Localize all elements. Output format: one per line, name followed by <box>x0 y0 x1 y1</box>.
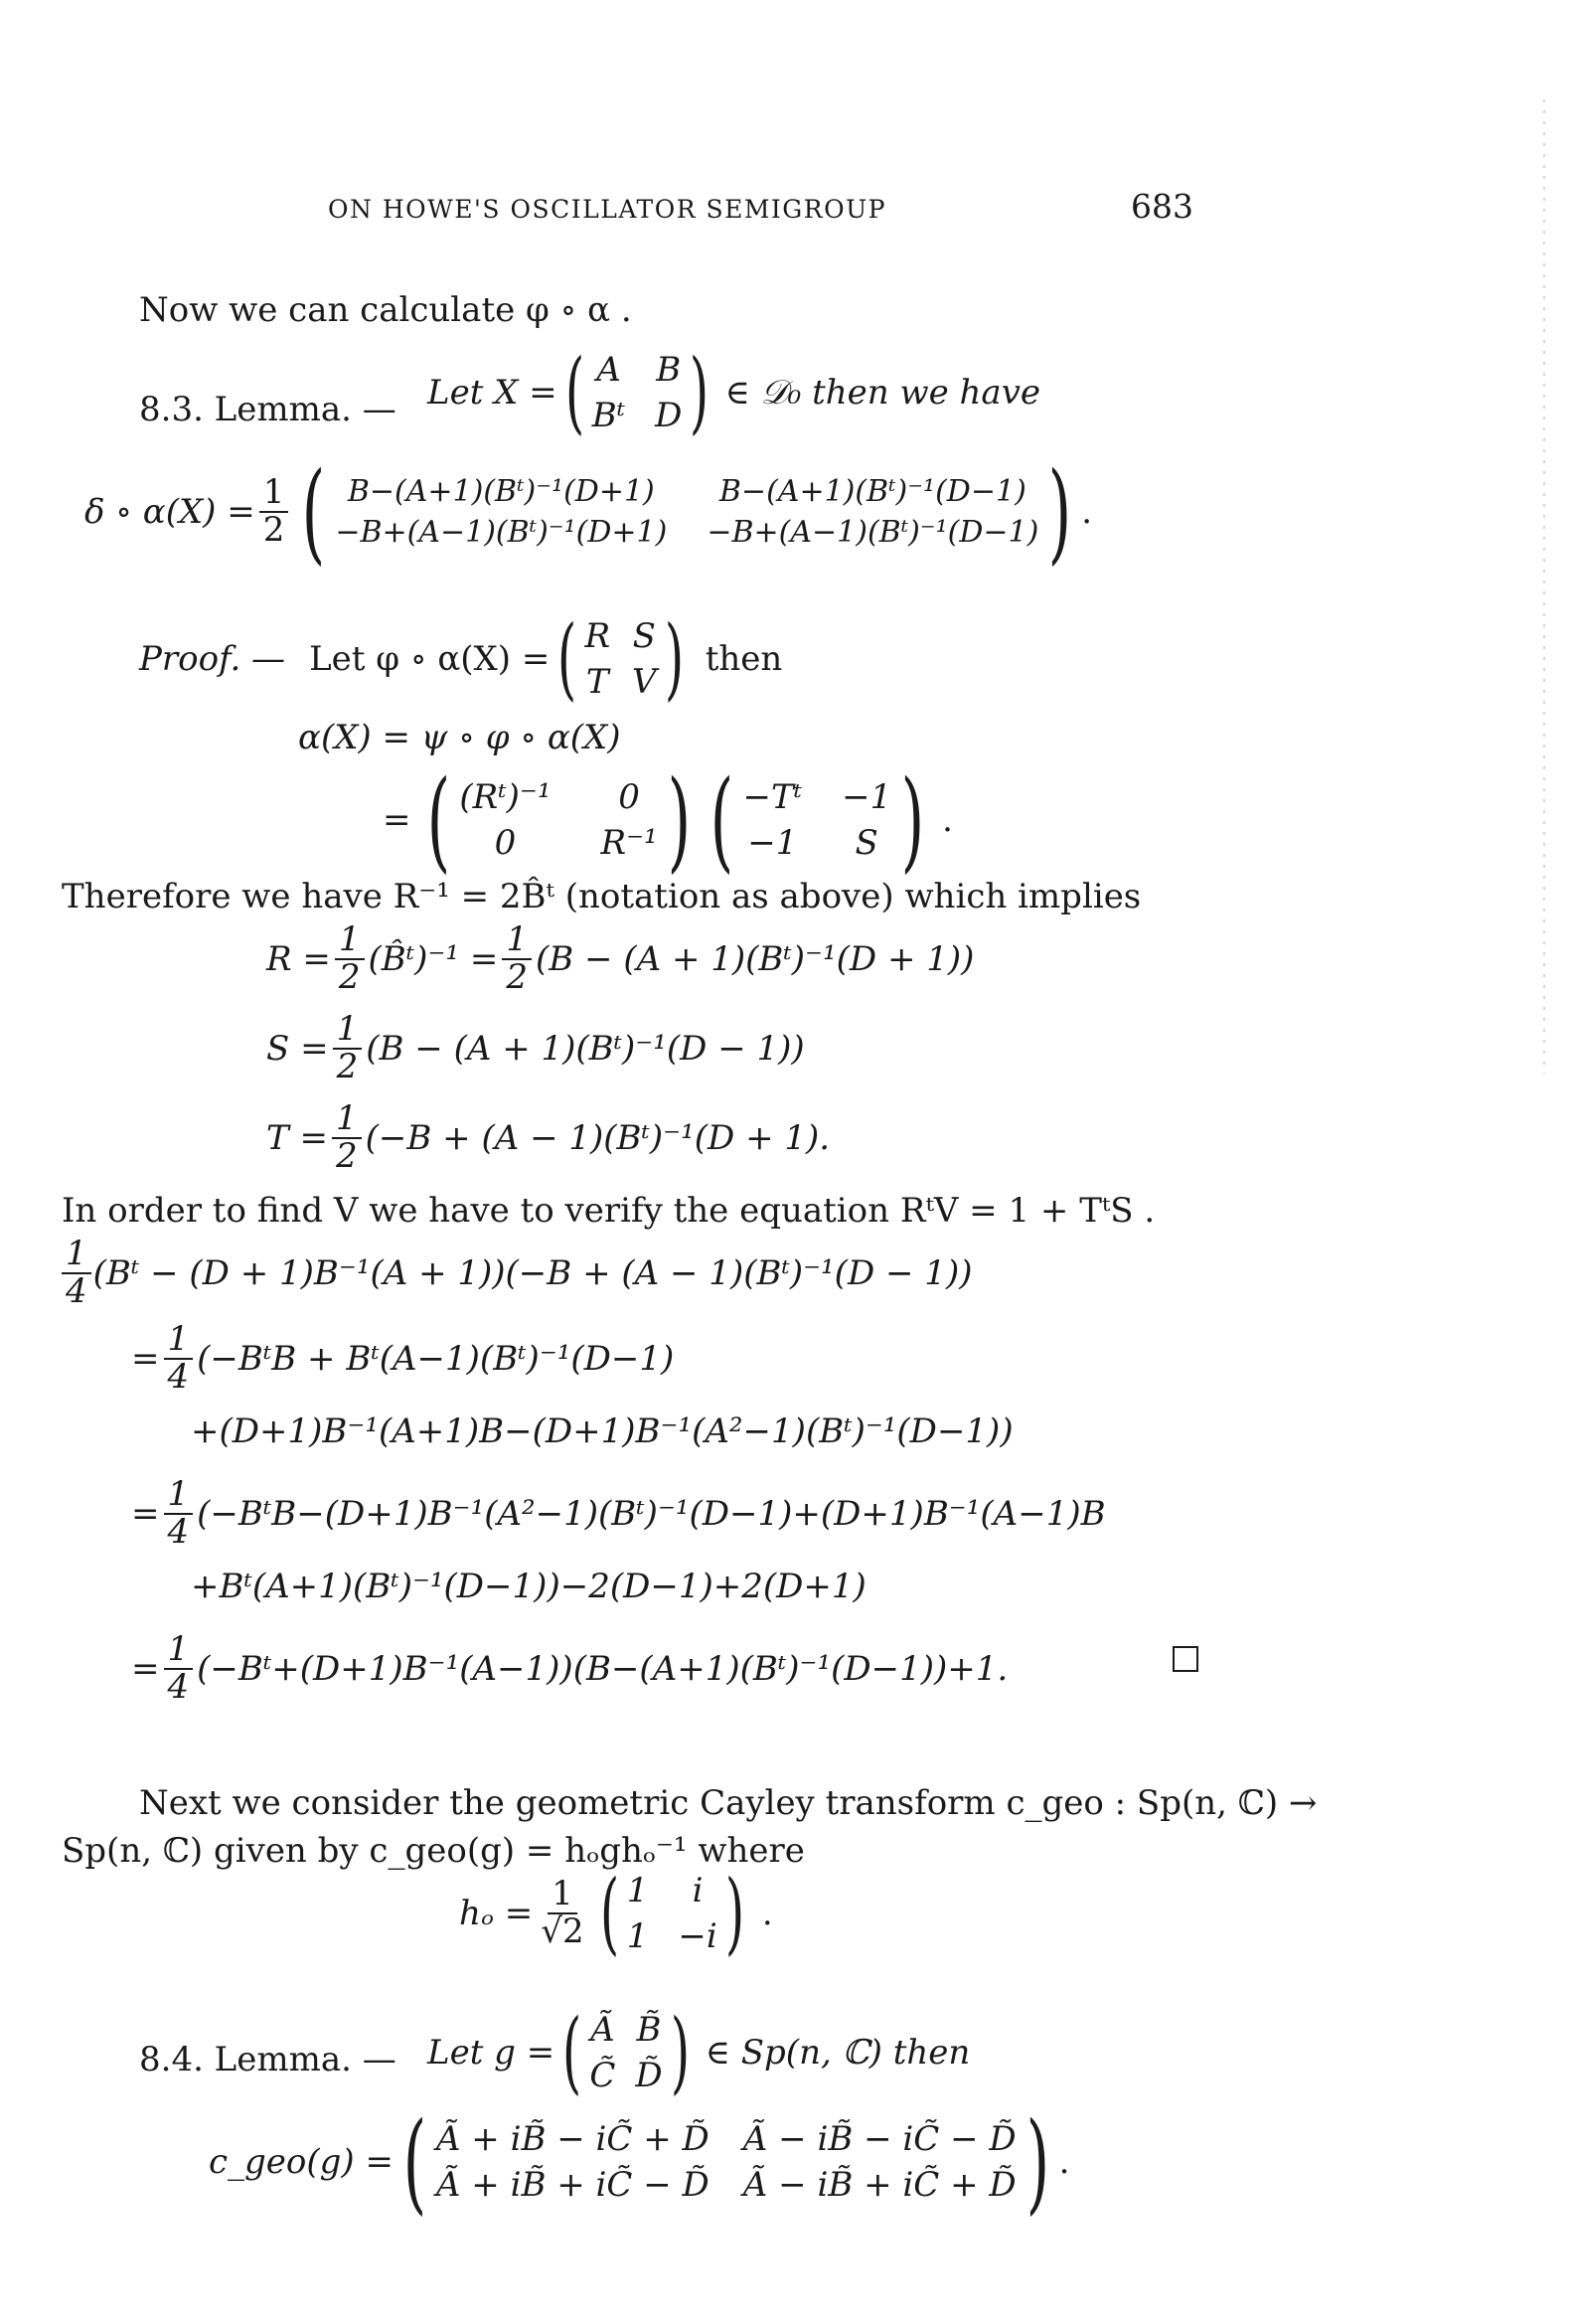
calc-line-6 <box>131 1629 1009 1707</box>
cgeo-formula <box>209 2098 1070 2226</box>
matrix-entry: 1 <box>626 1871 649 1910</box>
ho-definition <box>459 1861 773 1965</box>
calc-line-5: +Bᵗ(A+1)(Bᵗ)⁻¹(D−1))−2(D−1)+2(D+1) <box>191 1567 867 1606</box>
frac-den: 4 <box>167 1356 190 1397</box>
matrix-entry: S <box>632 616 656 656</box>
matrix-entry: S <box>855 823 878 863</box>
alpha-line: α(X) = ψ ∘ φ ∘ α(X) <box>298 718 621 757</box>
matrix-entry: B−(A+1)(Bᵗ)⁻¹(D−1) <box>718 474 1026 509</box>
matrix-entry: −B+(A−1)(Bᵗ)⁻¹(D−1) <box>707 515 1039 550</box>
matrix-r-inverse: ( (Rᵗ)⁻¹ 0 0 R⁻¹ ) <box>426 756 691 884</box>
frac-den: 4 <box>66 1270 87 1311</box>
frac-den: 4 <box>167 1511 190 1552</box>
lemma-8-3-let: Let X = <box>427 373 557 413</box>
t-eq-rhs: (−B + (A − 1)(Bᵗ)⁻¹(D + 1). <box>365 1117 831 1158</box>
lemma-8-3-condition: ∈ 𝒟₀ then we have <box>724 373 1041 413</box>
matrix-entry: Ã + iB̃ + iC̃ − D̃ <box>435 2165 710 2205</box>
matrix-entry: −B+(A−1)(Bᵗ)⁻¹(D+1) <box>335 515 668 550</box>
t-equation <box>266 1098 831 1176</box>
next-line-1: Next we consider the geometric Cayley transform c_geo : Sp(n, ℂ) → <box>139 1783 1318 1823</box>
frac-num: 1 <box>62 1237 91 1274</box>
calc-line-1 <box>62 1234 973 1311</box>
matrix-entry: Ã <box>590 2010 615 2050</box>
lemma-8-3-title: 8.3. Lemma. — <box>139 390 396 429</box>
matrix-entry: A <box>596 350 621 390</box>
matrix-entry: C̃ <box>589 2056 616 2095</box>
matrix-entry: Ã − iB̃ − iC̃ − D̃ <box>742 2119 1017 2159</box>
page-number: 683 <box>1131 187 1193 226</box>
ho-matrix: ( 1 i 1 −i ) <box>599 1861 744 1965</box>
r-eq-mid: (B̂ᵗ)⁻¹ = <box>368 938 499 979</box>
calc-line-4 <box>131 1474 1106 1552</box>
equals-sign: = <box>131 1493 160 1534</box>
s-equation <box>266 1009 805 1086</box>
frac-num: 1 <box>164 1322 194 1360</box>
matrix-entry: −1 <box>747 823 798 863</box>
frac-num: 1 <box>335 922 365 960</box>
calc-expr: (−BᵗB + Bᵗ(A−1)(Bᵗ)⁻¹(D−1) <box>197 1338 675 1379</box>
s-eq-lhs: S = <box>266 1028 329 1069</box>
frac-num: 1 <box>164 1632 194 1670</box>
frac-num: 1 <box>548 1877 577 1914</box>
alpha-product <box>383 756 953 884</box>
r-eq-rhs: (B − (A + 1)(Bᵗ)⁻¹(D + 1)) <box>535 938 975 979</box>
frac-num: 1 <box>332 1101 362 1139</box>
next-line-2: Sp(n, ℂ) given by c_geo(g) = hₒghₒ⁻¹ where <box>62 1831 805 1871</box>
proof-start <box>139 606 783 711</box>
equals-sign: = <box>383 800 411 840</box>
matrix-entry: R⁻¹ <box>600 823 658 863</box>
t-eq-lhs: T = <box>266 1117 328 1158</box>
period: . <box>761 1894 773 1933</box>
lemma-8-4-condition: ∈ Sp(n, ℂ) then <box>705 2033 971 2073</box>
frac-num: 1 <box>502 922 532 960</box>
frac-den: 2 <box>262 510 285 550</box>
frac-den: √2 <box>541 1911 584 1951</box>
cgeo-lhs: c_geo(g) = <box>209 2142 394 2182</box>
ho-lhs: hₒ = <box>459 1894 534 1933</box>
in-order-line: In order to find V we have to verify the equation RᵗV = 1 + TᵗS . <box>62 1191 1156 1231</box>
s-eq-rhs: (B − (A + 1)(Bᵗ)⁻¹(D − 1)) <box>366 1028 805 1069</box>
matrix-entry: Ã + iB̃ − iC̃ + D̃ <box>435 2119 710 2159</box>
frac-den: 2 <box>336 1046 359 1086</box>
frac-num: 1 <box>259 475 289 513</box>
period: . <box>942 800 953 840</box>
matrix-entry: D <box>655 396 683 435</box>
proof-label: Proof. — <box>139 639 286 679</box>
lemma-8-3-lhs: δ ∘ α(X) = <box>84 492 255 532</box>
cgeo-matrix: ( Ã + iB̃ − iC̃ + D̃ Ã − iB̃ − iC̃ − D̃ Ã + iB̃ + iC̃ − D̃ Ã − iB̃ + iC̃ + D̃ ) <box>402 2098 1049 2226</box>
delta-alpha-matrix: ( B−(A+1)(Bᵗ)⁻¹(D+1) B−(A+1)(Bᵗ)⁻¹(D−1) −B+(A−1)(Bᵗ)⁻¹(D+1) −B+(A−1)(Bᵗ)⁻¹(D−1) ) <box>302 448 1072 576</box>
calc-line-2 <box>131 1319 675 1397</box>
matrix-entry: −1 <box>842 777 892 817</box>
equals-sign: = <box>131 1648 160 1689</box>
matrix-entry: T <box>585 662 609 702</box>
intro-line: Now we can calculate φ ∘ α . <box>139 290 632 330</box>
matrix-entry: R <box>584 616 611 656</box>
proof-then: then <box>705 639 783 679</box>
matrix-entry: Bᵗ <box>591 396 626 435</box>
calc-expr: (−BᵗB−(D+1)B⁻¹(A²−1)(Bᵗ)⁻¹(D−1)+(D+1)B⁻¹(A−1)B <box>197 1493 1106 1534</box>
therefore-line: Therefore we have R⁻¹ = 2B̂ᵗ (notation as above) which implies <box>62 877 1142 916</box>
frac-den: 4 <box>167 1666 190 1707</box>
calc-expr: (−Bᵗ+(D+1)B⁻¹(A−1))(B−(A+1)(Bᵗ)⁻¹(D−1))+1. <box>197 1648 1009 1689</box>
matrix-entry: B̃ <box>636 2010 662 2050</box>
frac-den: 2 <box>335 1135 358 1176</box>
calc-line-3: +(D+1)B⁻¹(A+1)B−(D+1)B⁻¹(A²−1)(Bᵗ)⁻¹(D−1)) <box>191 1411 1014 1451</box>
qed-square-icon <box>1173 1646 1198 1672</box>
matrix-entry: D̃ <box>635 2056 663 2095</box>
lemma-8-3-formula <box>84 448 1093 576</box>
lemma-8-4-matrix-g: ( Ã B̃ C̃ D̃ ) <box>562 2000 690 2104</box>
lemma-8-4-statement <box>427 2000 971 2104</box>
proof-let: Let φ ∘ α(X) = <box>309 639 551 679</box>
lemma-8-4-label: 8.4. Lemma. — <box>139 2040 396 2079</box>
proof-matrix-rstv: ( R S T V ) <box>557 606 684 711</box>
lemma-8-3-label <box>139 390 396 429</box>
matrix-entry: 0 <box>494 823 517 863</box>
matrix-entry: 1 <box>626 1916 649 1956</box>
matrix-entry: −Tᵗ <box>742 777 803 817</box>
matrix-entry: Ã − iB̃ + iC̃ + D̃ <box>742 2165 1017 2205</box>
frac-den: 2 <box>506 956 528 997</box>
frac-den: 2 <box>338 956 361 997</box>
frac-num: 1 <box>333 1012 363 1050</box>
matrix-entry: B−(A+1)(Bᵗ)⁻¹(D+1) <box>347 474 655 509</box>
matrix-entry: i <box>692 1871 704 1910</box>
scan-edge-artifact <box>1543 99 1545 1074</box>
frac-num: 1 <box>164 1477 194 1515</box>
running-title: ON HOWE'S OSCILLATOR SEMIGROUP <box>328 195 886 224</box>
r-equation <box>266 919 975 997</box>
r-eq-lhs: R = <box>266 938 331 979</box>
matrix-entry: −i <box>678 1916 717 1956</box>
lemma-8-4-let: Let g = <box>427 2033 555 2073</box>
equals-sign: = <box>131 1338 160 1379</box>
matrix-t-s: ( −Tᵗ −1 −1 S ) <box>710 756 925 884</box>
matrix-entry: V <box>632 662 657 702</box>
matrix-entry: B <box>656 350 682 390</box>
matrix-entry: (Rᵗ)⁻¹ <box>459 777 552 817</box>
period: . <box>1058 2142 1070 2182</box>
calc-expr: (Bᵗ − (D + 1)B⁻¹(A + 1))(−B + (A − 1)(Bᵗ)⁻¹(D − 1)) <box>92 1252 973 1293</box>
matrix-entry: 0 <box>618 777 640 817</box>
period: . <box>1081 492 1093 532</box>
lemma-8-3-statement <box>427 340 1041 444</box>
lemma-8-3-matrix-x: ( A B Bᵗ D ) <box>564 340 710 444</box>
